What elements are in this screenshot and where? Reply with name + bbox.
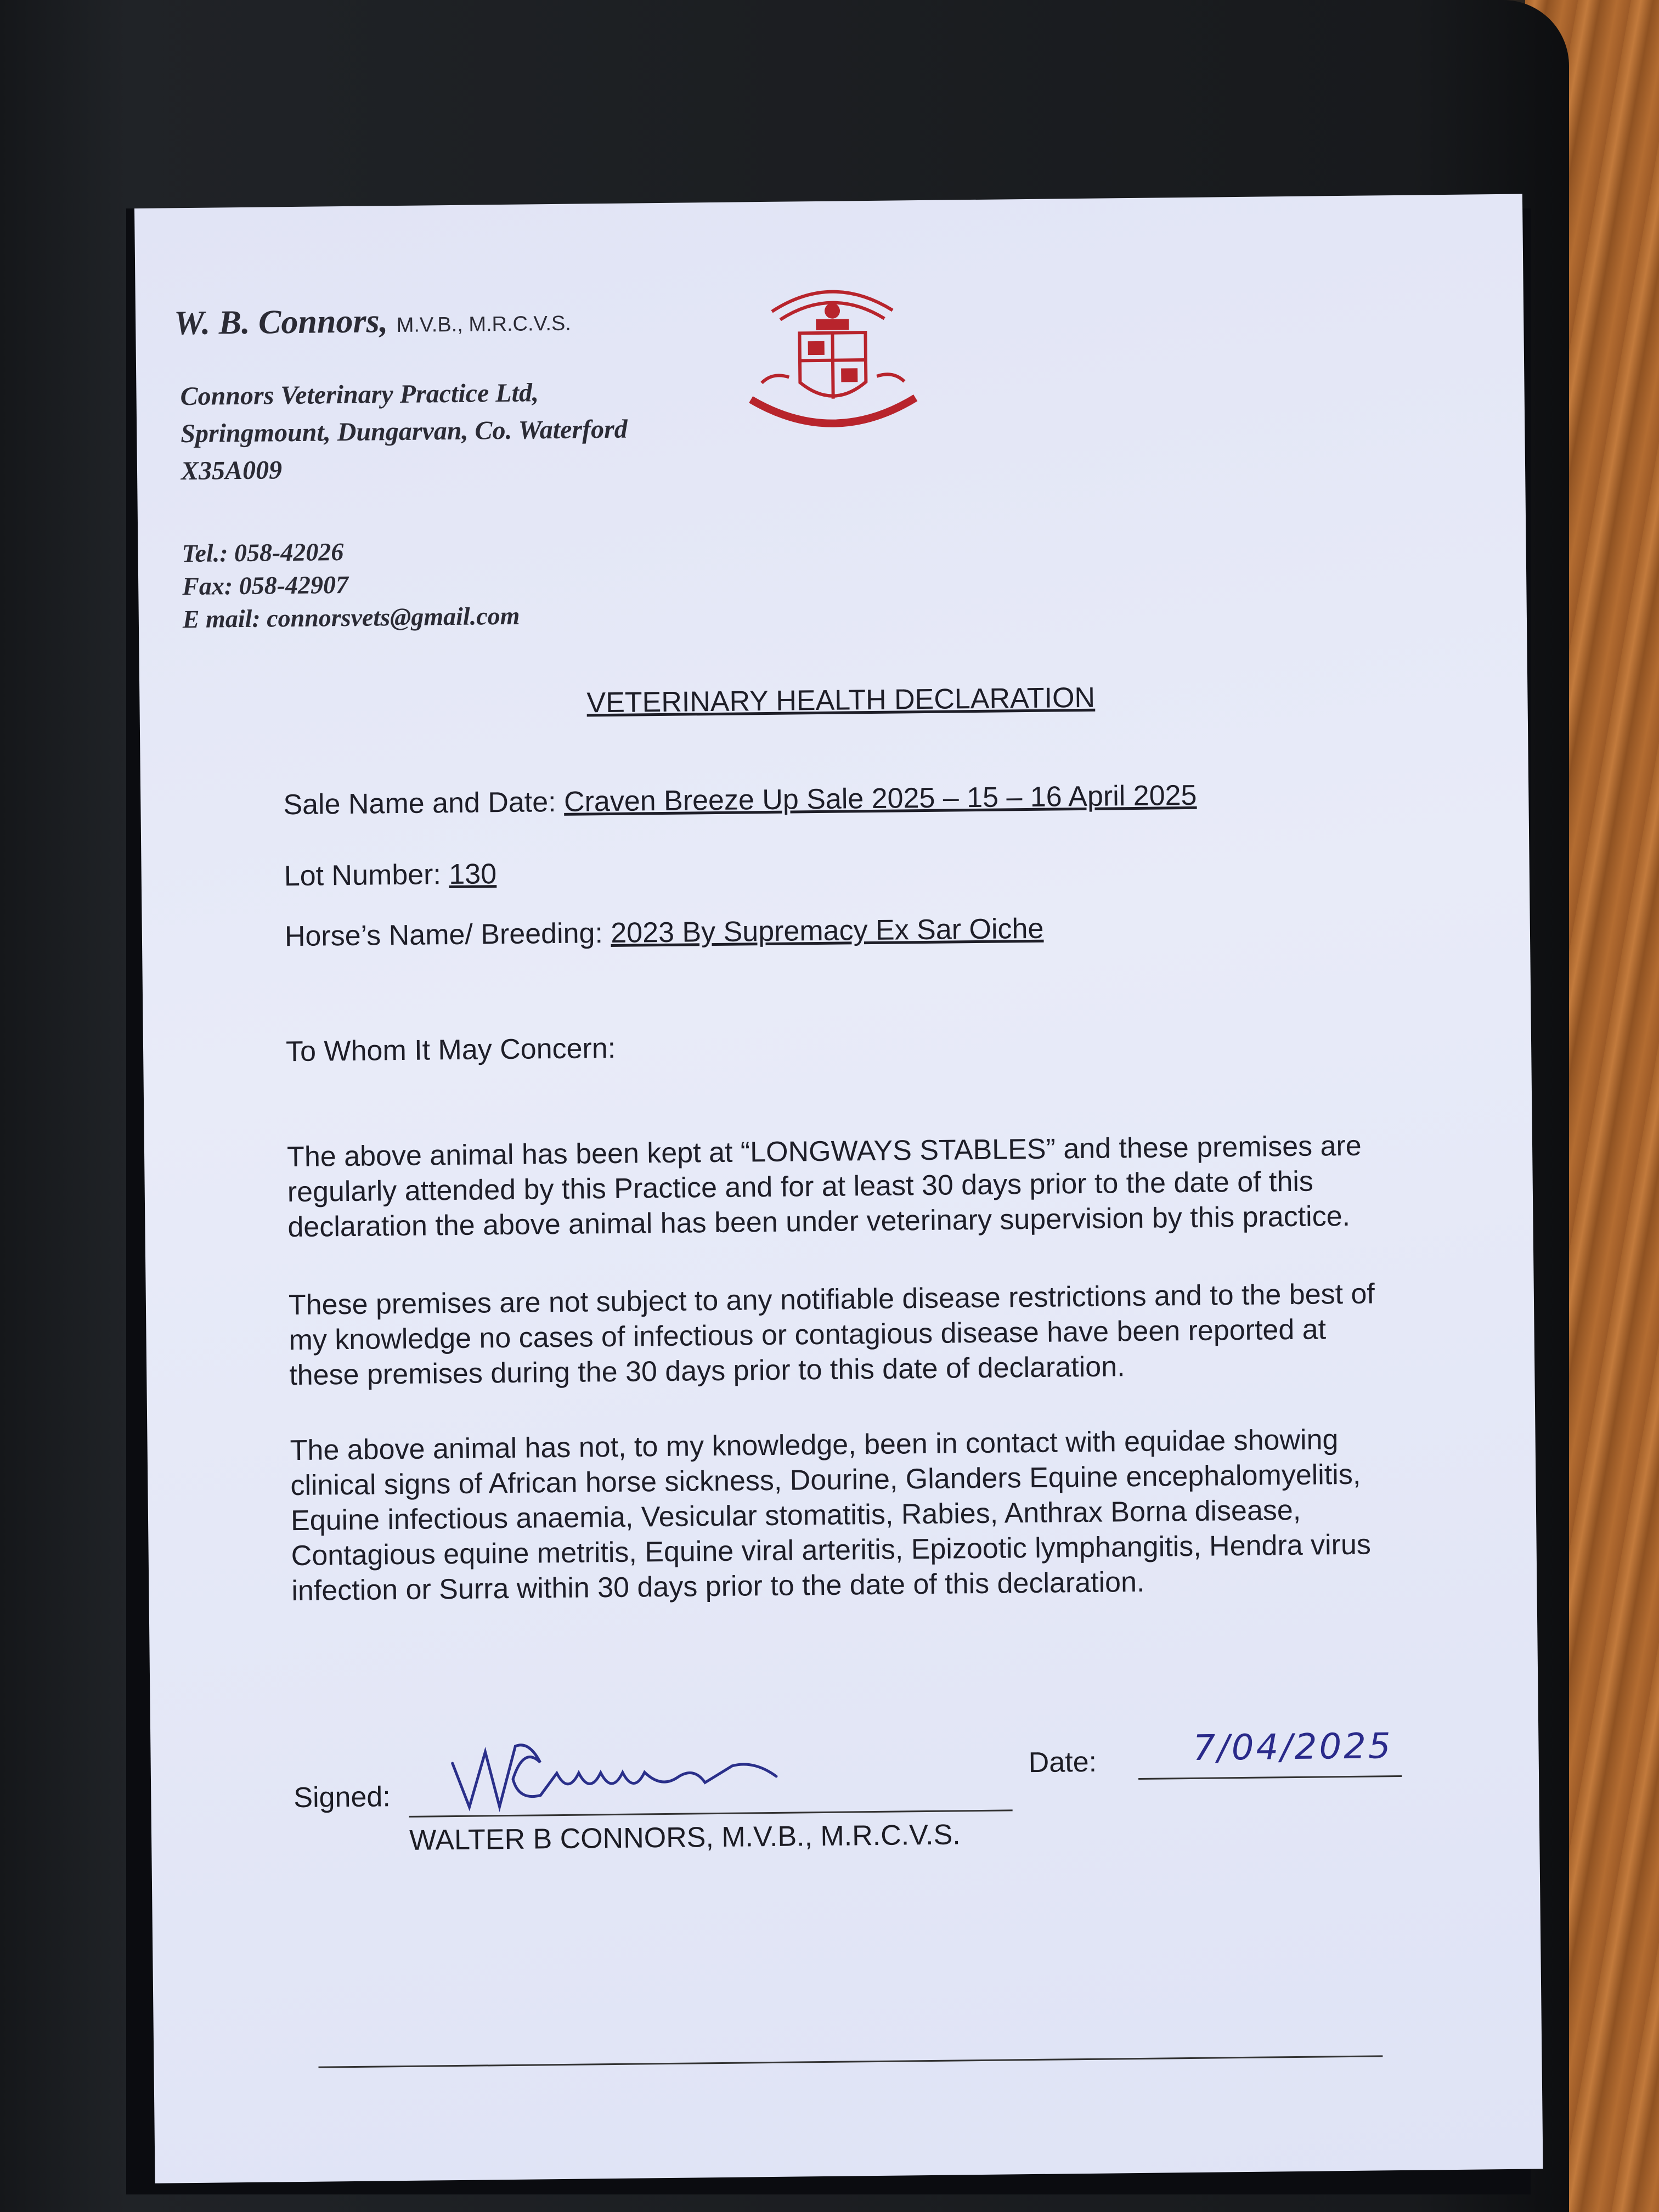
address-line: X35A009 xyxy=(180,455,283,486)
document-title: VETERINARY HEALTH DECLARATION xyxy=(586,681,1096,719)
paragraph-diseases: The above animal has not, to my knowledge, been in contact with equidae showing clinical signs of African horse sickness, Dourine, Glanders Equine encephalomyelitis, Equine infectious anaemia, Vesicular stomatitis, Rabies, Anthrax Borna disease, Contagious equine metritis, Equine viral arteritis, Epizootic lymphangitis, Hendra virus infection or Surra within 30 days prior to the date of this declaration. xyxy=(290,1424,1372,1607)
paragraph-premises: These premises are not subject to any notifiable disease restrictions and to the best of my knowledge no cases of infectious or contagious disease have been reported at these premises during the 30 days prior to this date of declaration. xyxy=(288,1278,1375,1392)
sale-label: Sale Name and Date: xyxy=(283,786,556,821)
vet-name: W. B. Connors, xyxy=(173,302,388,342)
paragraph-stables: The above animal has been kept at “LONGWAYS STABLES” and these premises are regularly attended by this Practice and for at least 30 days prior to the date of this declaration the above animal has been under veterinary supervision by this practice. xyxy=(286,1130,1362,1244)
vet-credentials: M.V.B., M.R.C.V.S. xyxy=(396,312,572,337)
date-label: Date: xyxy=(1028,1746,1097,1779)
sale-value: Craven Breeze Up Sale 2025 – 15 – 16 April 2025 xyxy=(563,779,1197,818)
phone-number: Tel.: 058-42026 xyxy=(182,538,344,568)
declaration-document xyxy=(134,194,1543,2183)
letterhead-name xyxy=(174,300,571,343)
signed-label: Signed: xyxy=(294,1781,391,1814)
crest-logo-icon xyxy=(738,266,927,444)
bottom-rule xyxy=(318,2055,1383,2068)
address-line: Springmount, Dungarvan, Co. Waterford xyxy=(180,414,628,449)
practice-address xyxy=(180,374,628,490)
date-line xyxy=(1138,1775,1402,1780)
lot-field xyxy=(284,857,496,893)
printed-signatory-name: WALTER B CONNORS, M.V.B., M.R.C.V.S. xyxy=(409,1819,961,1857)
email-address: E mail: connorsvets@gmail.com xyxy=(182,601,520,634)
handwritten-date: 7/04/2025 xyxy=(1193,1726,1393,1769)
handwritten-signature xyxy=(447,1727,788,1818)
salutation: To Whom It May Concern: xyxy=(285,1032,616,1068)
sale-field xyxy=(283,779,1197,821)
horse-label: Horse’s Name/ Breeding: xyxy=(284,917,603,953)
lot-label: Lot Number: xyxy=(284,859,442,893)
practice-contact xyxy=(182,534,520,636)
horse-value: 2023 By Supremacy Ex Sar Oiche xyxy=(611,912,1044,949)
fax-number: Fax: 058-42907 xyxy=(182,570,349,601)
horse-field xyxy=(285,912,1044,953)
lot-value: 130 xyxy=(449,858,497,891)
address-line: Connors Veterinary Practice Ltd, xyxy=(180,378,539,411)
